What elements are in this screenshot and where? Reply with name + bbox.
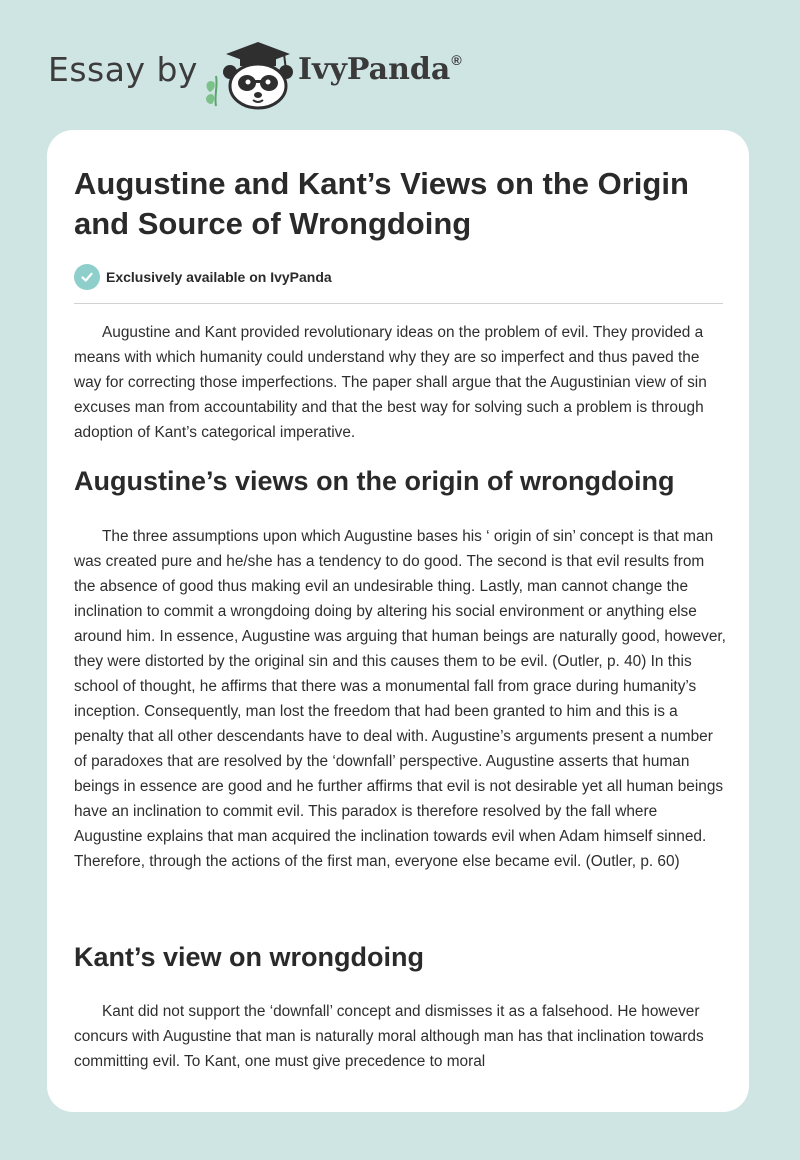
exclusive-badge-label: Exclusively available on IvyPanda (106, 269, 332, 285)
essay-title: Augustine and Kant’s Views on the Origin and Source of Wrongdoing (74, 166, 689, 241)
intro-paragraph: Augustine and Kant provided revolutionary ideas on the problem of evil. They provided a means with which humanity could understand why they are so imperfect and thus paved the way for correcting those imperfections. The paper shall argue that the Augustinian view of sin excuses man from accountability and that the best way for solving such a problem is through adoption of Kant’s categorical imperative. (74, 324, 707, 441)
kant-paragraph: Kant did not support the ‘downfall’ concept and dismisses it as a falsehood. He however concurs with Augustine that man is naturally moral although man has that inclination towards committing evil. To Kant, one must give precedence to moral (74, 1003, 704, 1070)
section-heading-kant: Kant’s view on wrongdoing (74, 942, 424, 972)
augustine-paragraph: The three assumptions upon which Augustine bases his ‘ origin of sin’ concept is that man was created pure and he/she has a tendency to do good. The second is that evil results from the absence of good thus making evil an undesirable thing. Lastly, man cannot change the inclination to commit a wrongdoing doing by altering his social environment or anything else around him. In essence, Augustine was arguing that human beings are naturally good, however, they were distorted by the original sin and this causes them to be evil. (Outler, p. 40) In this school of thought, he affirms that there was a monumental fall from grace during humanity’s inception. Consequently, man lost the freedom that had been granted to him and this is a penalty that all other descendants have to deal with. Augustine’s arguments present a number of paradoxes that are resolved by the ‘downfall’ perspective. Augustine asserts that human beings in essence are good and he further affirms that evil is not desirable yet all human beings have an inclination to commit evil. This paradox is therefore resolved by the fall where Augustine explains that man acquired the inclination towards evil when Adam himself sinned. Therefore, through the actions of the first man, everyone else became evil. (Outler, p. 60) (74, 528, 726, 870)
registered-mark: ® (451, 52, 462, 68)
check-icon (74, 264, 100, 290)
exclusive-badge (74, 264, 332, 290)
title-divider (74, 303, 723, 304)
section-heading-augustine: Augustine’s views on the origin of wrongdoing (74, 466, 675, 496)
essay-card (47, 130, 749, 1112)
ivypanda-brand[interactable] (298, 52, 462, 87)
site-header (0, 0, 800, 130)
ivypanda-logo-icon[interactable] (200, 38, 296, 110)
essay-by-label: Essay by (48, 50, 198, 89)
brand-name: IvyPanda (298, 52, 451, 87)
